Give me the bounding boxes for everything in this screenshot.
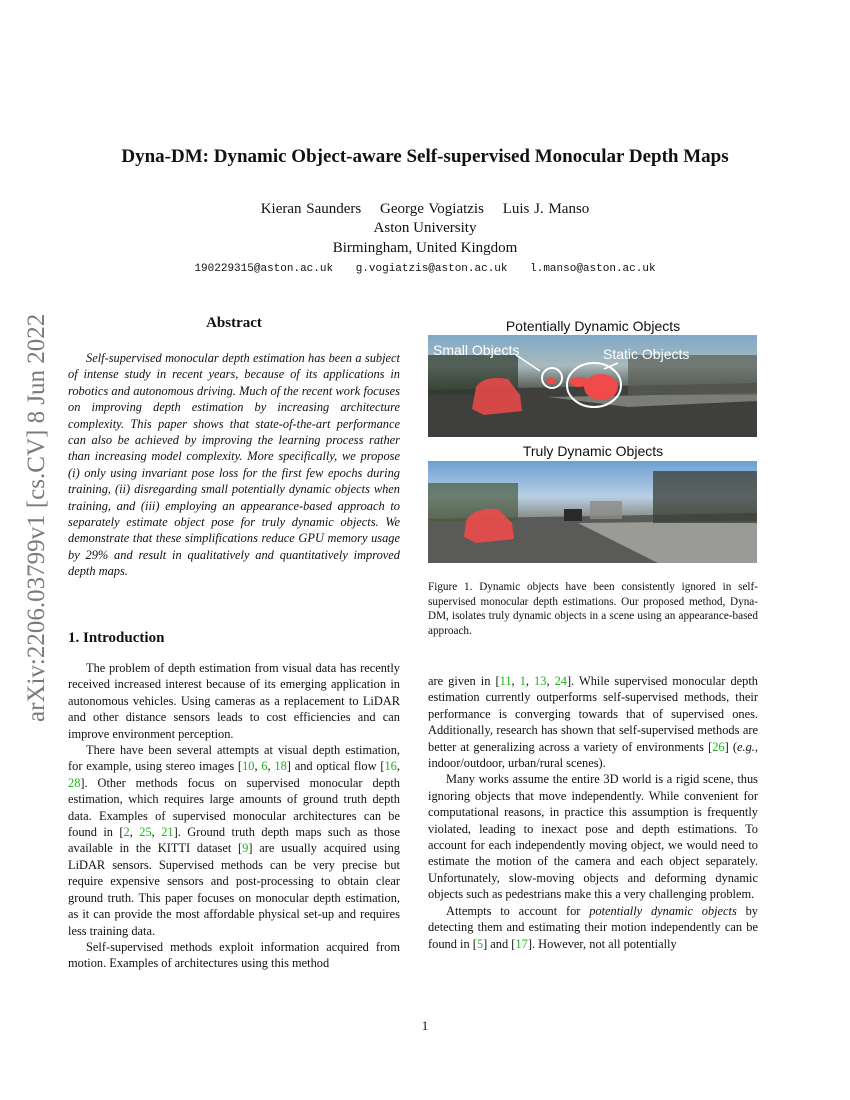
- figure-image-truly-dynamic: [428, 461, 757, 563]
- right-column-body: [428, 673, 758, 952]
- citation-link[interactable]: 13: [534, 674, 547, 688]
- abstract-text: Self-supervised monocular depth estimation has been a subject of intense study in recent years, because of its applications in robotics and autonomous driving. Much of the recent work focuses on improving depth estimation by increasing architecture complexity. This paper shows that state-of-the-art performance can also be achieved by improving the learning process rather than increasing model complexity. More specifically, we propose (i) only using invariant pose loss for the first few epochs during training, (ii) disregarding small potentially dynamic objects when training, and (iii) employing an appearance-based approach to separately estimate object pose for truly dynamic objects. We demonstrate that these simplifications reduce GPU memory usage by 29% and result in qualitatively and quantitatively improved depth maps.: [68, 351, 400, 579]
- citation-link[interactable]: 9: [242, 841, 249, 856]
- citation-link[interactable]: 10: [242, 759, 255, 774]
- author-emails: [0, 263, 850, 275]
- author-list: [0, 201, 850, 218]
- intro-paragraph-1: The problem of depth estimation from visual data has recently received increased interest because of its emerging application in autonomous vehicles. Using cameras as a replacement to LiDAR and other distance sensors leads to cost efficiencies and can improve environment perception.: [68, 661, 400, 741]
- author-2: George Vogiatzis: [380, 201, 484, 217]
- citation-link[interactable]: 2: [123, 825, 130, 840]
- citation-link[interactable]: 21: [161, 825, 174, 840]
- street-scene-1: [428, 335, 757, 437]
- location: Birmingham, United Kingdom: [332, 240, 518, 256]
- paper-title: Dyna-DM: Dynamic Object-aware Self-supervised Monocular Depth Maps: [121, 146, 729, 167]
- small-objects-arrow: [516, 355, 540, 371]
- arxiv-identifier[interactable]: arXiv:2206.03799v1 [cs.CV] 8 Jun 2022: [23, 313, 50, 722]
- right-paragraph-2: Many works assume the entire 3D world is a rigid scene, thus ignoring objects that move independently. While convenient for computational reasons, in practice this assumption is frequently violated, leading to inexact pose and depth estimations. To account for each independently moving object, we would need to estimate the motion of the camera and each object separately. Unfortunately, slow-moving objects and deforming dynamic objects such as pedestrians make this a very challenging problem.: [428, 772, 758, 902]
- author-1: Kieran Saunders: [260, 201, 362, 217]
- right-paragraph-3: Attempts to account for potentially dynamic objects by detecting them and estimating their motion independently can be found in [5] and [17]. However, not all potentially: [428, 903, 759, 951]
- static-objects-label: Static Objects: [603, 346, 690, 362]
- citation-link[interactable]: 1: [519, 674, 526, 688]
- email-2[interactable]: g.vogiatzis@aston.ac.uk: [355, 263, 508, 275]
- abstract-heading: Abstract: [206, 315, 262, 331]
- email-3[interactable]: l.manso@aston.ac.uk: [530, 263, 656, 275]
- figure-bottom-label: Truly Dynamic Objects: [522, 443, 664, 459]
- figure-image-potentially-dynamic: [428, 335, 757, 437]
- citation-link[interactable]: 17: [515, 936, 528, 951]
- street-scene-2: [428, 461, 757, 563]
- small-objects-label: Small Objects: [433, 342, 520, 358]
- affiliation: Aston University: [373, 220, 477, 236]
- intro-paragraph-3: Self-supervised methods exploit information acquired from motion. Examples of architectures using this method: [68, 939, 400, 971]
- citation-link[interactable]: 25: [139, 825, 152, 840]
- citation-link[interactable]: 11: [499, 674, 512, 688]
- intro-paragraph-2: There have been several attempts at visual depth estimation, for example, using stereo images [10, 6, 18] and optical flow [16, 28]. Other methods focus on supervised monocular depth estimation, which requires large amounts of ground truth depth data. Examples of supervised monocular architectures can be found in [2, 25, 21]. Ground truth depth maps such as those available in the KITTI dataset [9] are usually acquired using LiDAR sensors. Supervised methods can be very precise but require expensive sensors and post-processing to obtain clear ground truth. This paper focuses on monocular depth estimation, as it can provide the most affordable physical set-up and requires less training data.: [68, 743, 400, 938]
- citation-link[interactable]: 18: [274, 759, 287, 774]
- author-3: Luis J. Manso: [502, 201, 590, 217]
- citation-link[interactable]: 5: [476, 936, 484, 951]
- red-car-parked: [584, 374, 618, 400]
- citation-link[interactable]: 6: [261, 759, 268, 774]
- left-column-body: [68, 660, 400, 972]
- small-red-car: [546, 378, 556, 384]
- page-number: 1: [421, 1018, 429, 1033]
- email-1[interactable]: 190229315@aston.ac.uk: [194, 263, 334, 275]
- small-objects-circle: [542, 368, 562, 388]
- right-paragraph-1: are given in [11, 1, 13, 24]. While supervised monocular depth estimation currently outperforms self-supervised methods, their performance is converging towards that of supervised ones. Additionally, research has shown that self-supervised methods are better at generalizing across a variety of environments [26] (e.g., indoor/outdoor, urban/rural scenes).: [428, 674, 758, 771]
- dark-car: [564, 509, 582, 521]
- citation-link[interactable]: 16: [384, 759, 397, 774]
- citation-link[interactable]: 26: [712, 739, 725, 754]
- figure-top-label: Potentially Dynamic Objects: [505, 318, 681, 334]
- figure-caption: Figure 1. Dynamic objects have been consistently ignored in self-supervised monocular depth estimations. Our proposed method, Dyna-DM, isolates truly dynamic objects in a scene using an appearance-based approach.: [428, 581, 758, 637]
- section-heading-introduction: 1. Introduction: [68, 630, 165, 646]
- citation-link[interactable]: 28: [68, 775, 81, 790]
- citation-link[interactable]: 24: [554, 674, 567, 688]
